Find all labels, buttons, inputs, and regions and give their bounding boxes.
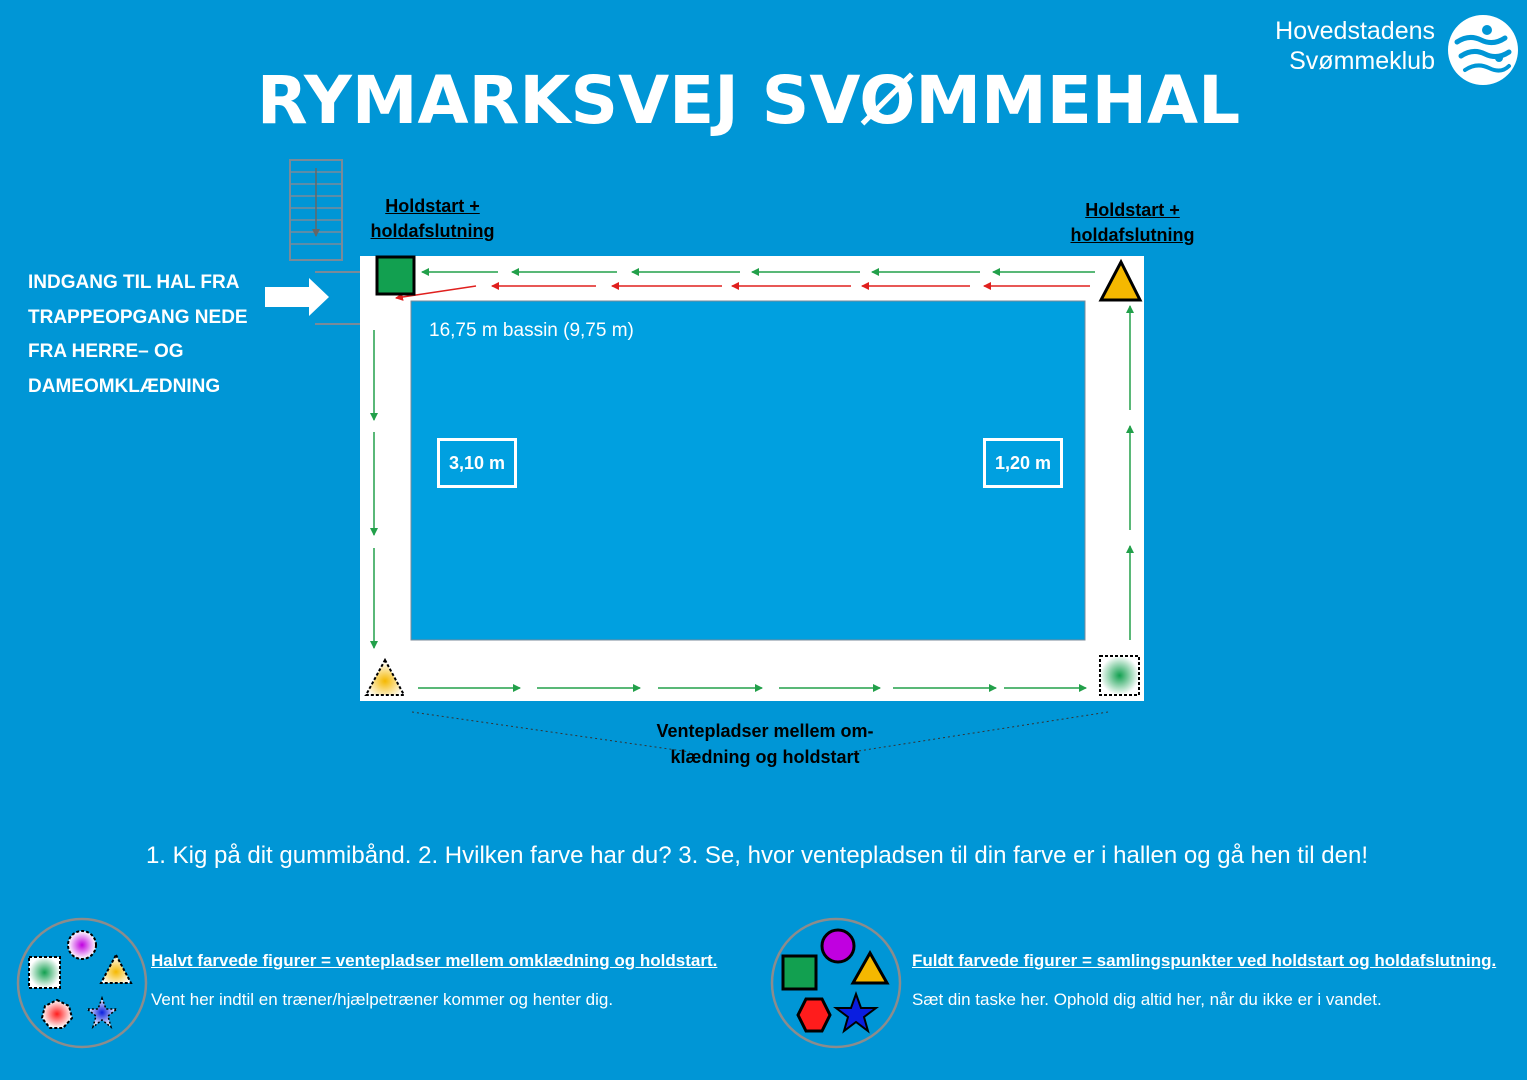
depth-marker-deep: 3,10 m bbox=[437, 438, 517, 488]
logo-line-1: Hovedstadens bbox=[1275, 17, 1435, 45]
legend-full-text: Sæt din taske her. Ophold dig altid her, når du ikke er i vandet. bbox=[912, 990, 1382, 1009]
instructions-text: 1. Kig på dit gummibånd. 2. Hvilken farve har du? 3. Se, hvor ventepladsen til din farve er i hallen og gå hen til den! bbox=[145, 842, 1369, 869]
waiting-area-label bbox=[600, 718, 930, 770]
logo-line-2: Svømmeklub bbox=[1289, 47, 1435, 75]
purple-circle-half-icon bbox=[68, 931, 96, 959]
station-label-left bbox=[355, 194, 510, 244]
staircase bbox=[290, 160, 342, 260]
depth-marker-shallow: 1,20 m bbox=[983, 438, 1063, 488]
purple-circle-full-icon bbox=[822, 930, 854, 962]
green-square-half-icon bbox=[29, 957, 60, 988]
station-left-line-2: holdafslutning bbox=[370, 221, 495, 241]
legend-half-heading: Halvt farvede figurer = ventepladser mellem omklædning og holdstart. bbox=[151, 951, 718, 970]
waiting-line-1: Ventepladser mellem om- bbox=[656, 721, 874, 741]
station-label-right bbox=[1055, 198, 1210, 248]
page-title: RYMARKSVEJ SVØMMEHAL bbox=[256, 62, 1241, 139]
legend-half-colored-shapes bbox=[18, 919, 146, 1047]
green-square-waiting-icon bbox=[1100, 656, 1139, 695]
station-right-line-1: Holdstart + bbox=[1085, 200, 1180, 220]
entrance-arrow-icon bbox=[265, 278, 329, 316]
green-square-station-icon bbox=[377, 257, 414, 294]
legend-full-colored-shapes bbox=[772, 919, 900, 1047]
red-hexagon-full-icon bbox=[798, 999, 830, 1031]
pool-size-label: 16,75 m bassin (9,75 m) bbox=[429, 320, 634, 341]
green-square-full-icon bbox=[783, 956, 816, 989]
station-right-line-2: holdafslutning bbox=[1070, 225, 1195, 245]
waiting-line-2: klædning og holdstart bbox=[670, 747, 860, 767]
station-left-line-1: Holdstart + bbox=[385, 196, 480, 216]
legend-half-text: Vent her indtil en træner/hjælpetræner kommer og henter dig. bbox=[151, 990, 614, 1009]
entrance-label: INDGANG TIL HAL FRA TRAPPEOPGANG NEDE FRA HERRE– OG DAMEOMKLÆDNING bbox=[28, 272, 248, 397]
legend-full-heading: Fuldt farvede figurer = samlingspunkter ved holdstart og holdafslutning. bbox=[912, 951, 1497, 970]
